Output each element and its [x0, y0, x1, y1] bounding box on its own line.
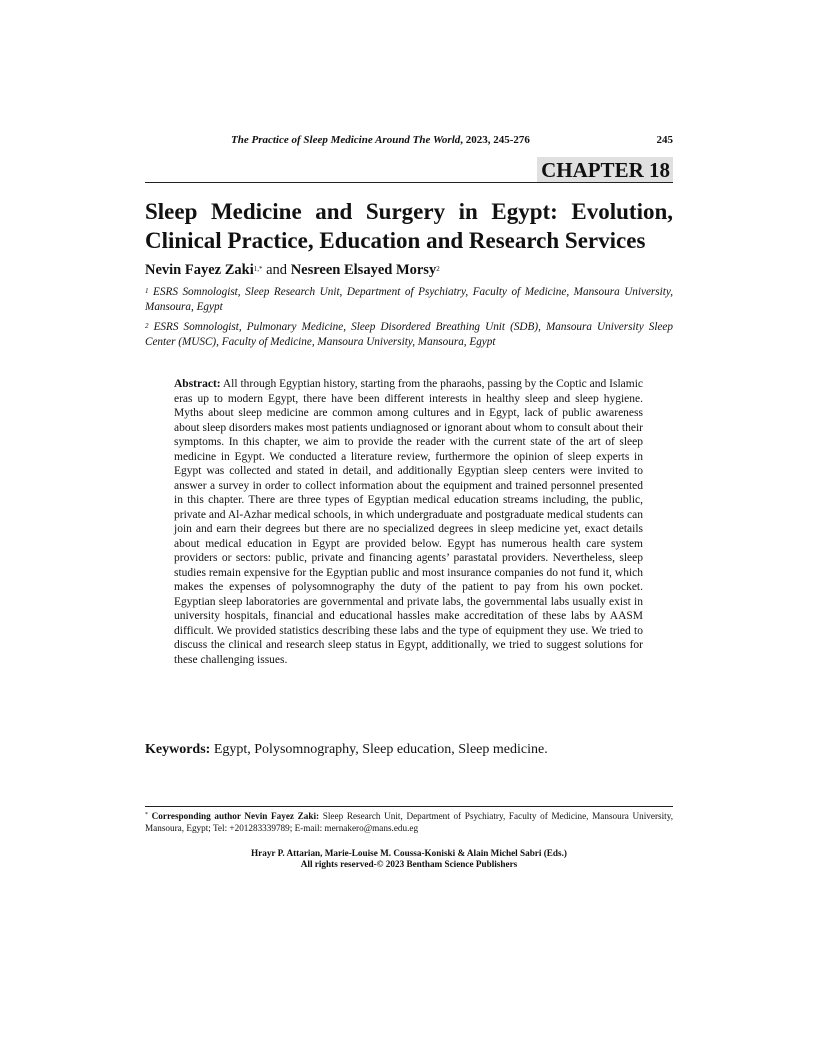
chapter-label: CHAPTER 18 — [537, 157, 673, 182]
journal-title: The Practice of Sleep Medicine Around The World — [231, 134, 461, 146]
footnote-text: Sleep Research Unit, Department of Psychiatry, Faculty of Medicine, Mansoura University, Mansoura, Egypt; Tel: +201283339789; E-mail: mernakero@mans.edu.eg — [145, 811, 673, 833]
footnote-marker: * — [145, 812, 148, 818]
footnote-label: Corresponding author Nevin Fayez Zaki: — [148, 811, 320, 821]
abstract-text: All through Egyptian history, starting from the pharaohs, passing by the Coptic and Islamic eras up to modern Egypt, there have been different interests in healthy sleep and sleep hygiene. Myths about sleep medicine are common among cultures and in Egypt, lack of public awareness about sleep disorders makes most patients undiagnosed or ignorant about whom to consult about their symptoms. In this chapter, we aim to provide the reader with the current state of the art of sleep medicine in Egypt. We conducted a literature review, furthermore the opinion of sleep experts in Egypt was collected and stated in detail, and additionally Egyptian sleep centers were invited to answer a survey in order to collect information about the equipment and trained personnel presented in this chapter. There are three types of Egyptian medical education streams including, the public, private and Al-Azhar medical schools, in which undergraduate and postgraduate medical students can join and earn their degrees but there are no specialized degrees in sleep medicine yet, exact details about medical education in Egypt are provided below. Egypt has numerous health care system providers or sectors: public, private and financing agents’ parastatal providers. Nevertheless, sleep studies remain expensive for the Egyptian public and most insurance companies do not fund it, which makes the expenses of polysomnography the duty of the patient to pay from his own pocket. Egyptian sleep laboratories are governmental and private labs, the governmental labs usually exist in university hospitals, financial and educational hassles make accreditation of these labs by AASM difficult. We provided statistics describing these labs and the type of equipment they use. We tried to discuss the clinical and research sleep status in Egypt, additionally, we tried to suggest solutions for these challenging issues. — [174, 378, 643, 666]
journal-year-pages: , 2023, 245-276 — [460, 134, 530, 146]
affiliation-1-marker: 1 — [145, 287, 149, 295]
page-number: 245 — [656, 134, 673, 146]
affiliation-1-text: ESRS Somnologist, Sleep Research Unit, Department of Psychiatry, Faculty of Medicine, Mansoura University, Mansoura, Egypt — [145, 286, 673, 313]
author-name-1: Nevin Fayez Zaki — [145, 262, 254, 278]
affiliation-2-marker: 2 — [145, 322, 149, 330]
publisher-info — [145, 848, 673, 870]
footnote-divider — [145, 806, 673, 807]
author-line — [145, 261, 673, 279]
editors-line: Hrayr P. Attarian, Marie-Louise M. Coussa-Koniski & Alain Michel Sabri (Eds.) — [251, 848, 567, 858]
copyright-line: All rights reserved-© 2023 Bentham Science Publishers — [300, 859, 518, 869]
author-2-affiliation-marker: 2 — [436, 265, 440, 273]
corresponding-author-footnote — [145, 810, 673, 834]
chapter-title: Sleep Medicine and Surgery in Egypt: Evolution, Clinical Practice, Education and Research Services — [145, 199, 673, 253]
affiliation-1 — [145, 285, 673, 315]
author-connector: and — [262, 262, 291, 278]
chapter-divider — [145, 182, 673, 183]
author-name-2: Nesreen Elsayed Morsy — [290, 262, 437, 278]
abstract-label: Abstract: — [174, 378, 221, 390]
keywords-label: Keywords: — [145, 742, 211, 757]
affiliation-2 — [145, 320, 673, 350]
abstract — [174, 377, 643, 667]
journal-citation — [231, 134, 530, 146]
keywords — [145, 741, 673, 759]
affiliation-2-text: ESRS Somnologist, Pulmonary Medicine, Sleep Disordered Breathing Unit (SDB), Mansoura University Sleep Center (MUSC), Faculty of Medicine, Mansoura University, Mansoura, Egypt — [145, 321, 673, 348]
keywords-text: Egypt, Polysomnography, Sleep education, Sleep medicine. — [210, 742, 548, 757]
author-1-affiliation-marker: 1,* — [253, 265, 263, 273]
